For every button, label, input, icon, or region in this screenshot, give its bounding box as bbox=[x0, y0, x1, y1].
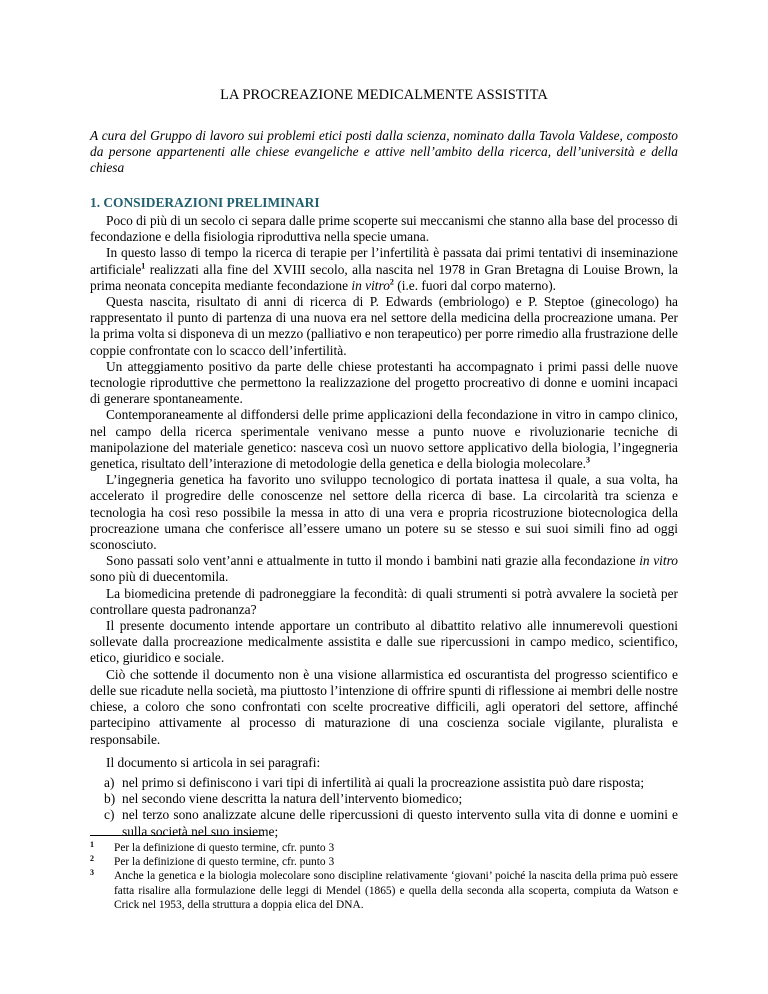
footnote-divider bbox=[90, 835, 262, 836]
body-text bbox=[90, 213, 678, 840]
footnotes bbox=[90, 841, 678, 912]
paragraph: La biomedicina pretende di padroneggiare la fecondità: di quali strumenti si potrà avvalere la società per controllare questa padronanza? bbox=[90, 585, 678, 617]
list-item: b) nel secondo viene descritta la natura dell’intervento biomedico; bbox=[104, 791, 463, 807]
paragraph: Il presente documento intende apportare un contributo al dibattito relativo alle innumerevoli questioni sollevate dalla procreazione medicalmente assistita e dalle sue ripercussioni in campo medico, scientifico, etico, giuridico e sociale. bbox=[90, 618, 678, 666]
paragraph: In questo lasso di tempo la ricerca di terapie per l’infertilità è passata dai primi tentativi di inseminazione artificiale$^1$ realizzati alla fine del XVIII secolo, alla nascita nel 1978 in Gran Bretagna di Louise Brown, la prima neonata concepita mediante fecondazione in vitro$^2$ (i.e. fuori dal corpo materno). bbox=[90, 245, 678, 293]
footnote: 2 Per la definizione di questo termine, cfr. punto 3 bbox=[90, 854, 335, 869]
outline-list bbox=[90, 775, 678, 840]
paragraph: L’ingegneria genetica ha favorito uno sviluppo tecnologico di portata inattesa il quale, a sua volta, ha accelerato il progredire delle conoscenze nel settore della ricerca di base. La circolarità tra scienza e tecnologia ha così reso possibile la messa in atto di una vera e propria ricostruzione biotecnologica della procreazione umana che conferisce all’essere umano un potere su se stesso e sui suoi simili fino ad oggi sconosciuto. bbox=[90, 472, 678, 553]
list-item: c) nel terzo sono analizzate alcune delle ripercussioni di questo intervento sulla vita di donne e uomini e sulla società nel suo insieme; bbox=[104, 807, 678, 839]
paragraph: Questa nascita, risultato di anni di ricerca di P. Edwards (embriologo) e P. Steptoe (ginecologo) ha rappresentato il punto di partenza di una nuova era nel settore della medicina della procreazione umana. Per la prima volta si disponeva di un mezzo (palliativo e non terapeutico) per porre rimedio alla frustrazione delle coppie confrontate con lo scacco dell’infertilità. bbox=[90, 294, 678, 358]
document-title: LA PROCREAZIONE MEDICALMENTE ASSISTITA bbox=[220, 87, 548, 103]
footnote: 3 Anche la genetica e la biologia molecolare sono discipline relativamente ‘giovani’ poiché la nascita della prima può essere fatta risalire alla formulazione delle leggi di Mendel (1865) e quella della seconda alla scoperta, compiuta da Watson e Crick nel 1953, della struttura a doppia elica del DNA. bbox=[90, 868, 678, 911]
paragraph: Contemporaneamente al diffondersi delle prime applicazioni della fecondazione in vitro in campo clinico, nel campo della ricerca sperimentale venivano messe a punto nuove e rivoluzionarie tecniche di manipolazione del materiale genetico: nasceva così un nuovo settore applicativo della biologia, l’ingegneria genetica, risultato dell’interazione di metodologie della genetica e della biologia molecolare.$^3$ bbox=[90, 407, 678, 472]
paragraph: Sono passati solo vent’anni e attualmente in tutto il mondo i bambini nati grazie alla fecondazione in vitro sono più di duecentomila. bbox=[90, 553, 678, 585]
intro-credits: A cura del Gruppo di lavoro sui problemi etici posti dalla scienza, nominato dalla Tavola Valdese, composto da persone appartenenti alle chiese evangeliche e attive nell’ambito della ricerca, dell’università e della chiesa bbox=[90, 128, 678, 176]
paragraph: Un atteggiamento positivo da parte delle chiese protestanti ha accompagnato i primi passi delle nuove tecnologie riproduttive che permettono la realizzazione del progetto procreativo di donne e uomini incapaci di generare spontaneamente. bbox=[90, 358, 678, 407]
footnote-ref: 1 bbox=[141, 261, 146, 271]
footnote: 1 Per la definizione di questo termine, cfr. punto 3 bbox=[90, 840, 335, 854]
paragraph: Poco di più di un secolo ci separa dalle prime scoperte sui meccanismi che stanno alla base del processo di fecondazione e della fisiologia riproduttiva nella specie umana. bbox=[90, 213, 678, 245]
section-heading: 1. CONSIDERAZIONI PRELIMINARI bbox=[90, 195, 320, 210]
paragraph: Ciò che sottende il documento non è una visione allarmistica ed oscurantista del progresso scientifico e delle sue ricadute nella società, ma piuttosto l’intenzione di offrire spunti di riflessione ai membri delle nostre chiese, a coloro che sono confrontati con scelte procreative difficili, agli operatori del settore, affinché partecipino attivamente al processo di maturazione di una coscienza sociale vigilante, pluralista e responsabile. bbox=[90, 666, 678, 747]
footnote-ref: 3 bbox=[586, 455, 590, 465]
footnote-ref: 2 bbox=[389, 277, 394, 287]
list-item: a) nel primo si definiscono i vari tipi di infertilità ai quali la procreazione assistita può dare risposta; bbox=[104, 774, 645, 790]
paragraph: Il documento si articola in sei paragrafi: bbox=[106, 754, 321, 770]
